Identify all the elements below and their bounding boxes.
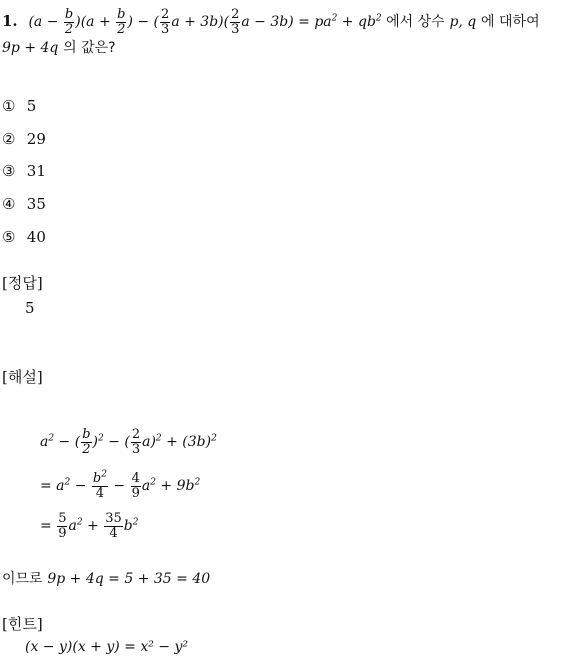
option-value: 35 <box>26 195 46 213</box>
question-number: 1. <box>2 12 18 31</box>
option-marker: ② <box>2 130 16 148</box>
question-line2-text: 의 값은? <box>63 40 116 56</box>
question-text-end: 에 대하여 <box>481 14 540 31</box>
option-marker: ① <box>2 97 16 115</box>
option-2[interactable] <box>2 130 46 148</box>
explanation-label: [해설] <box>2 368 43 386</box>
explanation-conclusion <box>2 568 210 588</box>
option-value: 5 <box>26 97 37 115</box>
conclusion-prefix: 이므로 <box>2 571 43 587</box>
question-line2-expr: 9p + 4q <box>2 40 59 56</box>
option-marker: ④ <box>2 195 16 213</box>
hint-expression: (x − y)(x + y) = x² − y² <box>25 639 189 655</box>
explanation-step-2: = $a^2$ − $\frac{b^2}{4}$ − $\frac{4}{9}$ $a^2 + 9b^2$ <box>40 469 201 501</box>
option-1[interactable] <box>2 97 36 115</box>
option-marker: ③ <box>2 162 16 180</box>
option-value: 40 <box>26 228 46 246</box>
option-marker: ⑤ <box>2 228 16 246</box>
answer-label: [정답] <box>2 274 43 292</box>
option-value: 31 <box>26 162 46 180</box>
option-3[interactable] <box>2 162 46 180</box>
question-line-2 <box>2 37 116 57</box>
option-value: 29 <box>26 130 46 148</box>
answer-value: 5 <box>25 299 35 317</box>
option-4[interactable] <box>2 195 46 213</box>
question-vars: p, q <box>449 14 477 31</box>
question-text-mid: 에서 상수 <box>386 14 445 31</box>
conclusion-expression: 9p + 4q = 5 + 35 = 40 <box>47 571 211 587</box>
question-line-1 <box>2 8 540 36</box>
option-5[interactable] <box>2 228 46 246</box>
hint-label: [힌트] <box>2 615 43 633</box>
explanation-step-3: = $\frac{5}{9}$ $a^2$ + $\frac{35}{4}$ $b^2$ <box>40 511 139 541</box>
explanation-step-1: $a^2$ − ( $\frac{b}{2}$ )$^2$ − ( $\frac{2}{3}$ $a)^2 + (3b)^2$ <box>40 427 217 457</box>
question-expression: (a − $\frac{b}{2}$ )(a + $\frac{b}{2}$ ) − ( $\frac{2}{3}$ a + 3b)( $\frac{2}{3}$ $a - 3b) = pa^2 + qb^2$ <box>28 7 382 37</box>
